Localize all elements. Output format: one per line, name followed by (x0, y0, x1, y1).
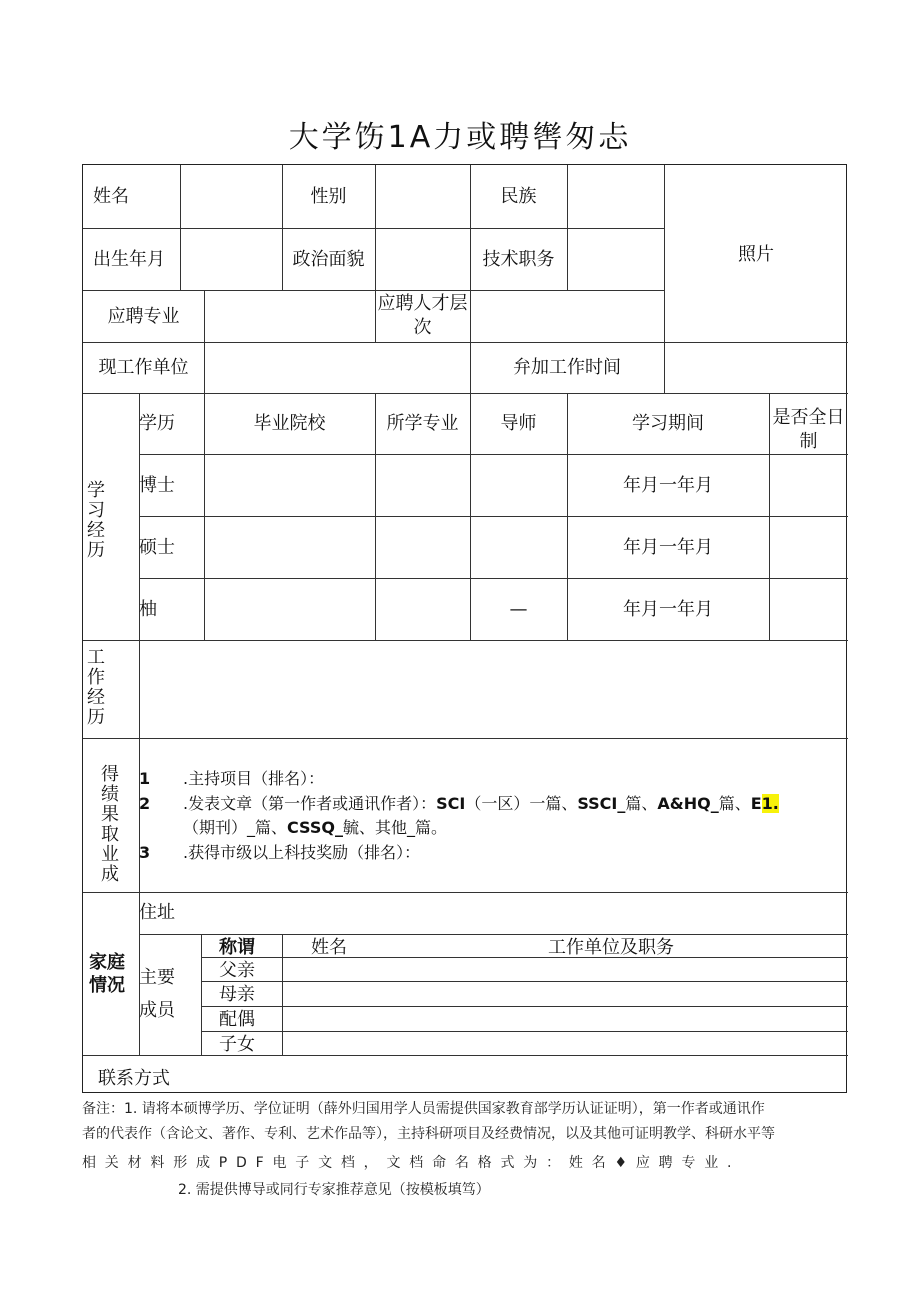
gender-label: 性别 (310, 186, 347, 207)
name-label: 姓名 (93, 186, 129, 207)
achievement-item-awards: 3 .获得市级以上科技奖励（排名）： (139, 841, 420, 865)
family-header-relation: 称谓 (219, 937, 255, 958)
talent-level-label-line2: 次 (413, 317, 432, 338)
birth-date-label: 出生年月 (93, 249, 165, 270)
achievements-section-label: 得绩果取业成 (101, 764, 119, 885)
family-relation-spouse: 配偶 (219, 1009, 255, 1030)
edu-row-master-degree: 硕士 (139, 537, 175, 558)
family-relation-children: 子女 (219, 1034, 255, 1055)
work-start-time-label: 弁加工作时间 (513, 357, 621, 378)
technical-title-label: 技术职务 (482, 249, 555, 270)
edu-row-master-period: 年月一年月 (623, 537, 713, 558)
note-line-2: 者的代表作（含论文、著作、专利、艺术作品等），主持科研项目及经费情况，以及其他可证明教学、科研水平等 (82, 1126, 775, 1142)
family-section-label-line1: 家庭 (89, 952, 125, 973)
family-relation-mother: 母亲 (219, 984, 255, 1005)
edu-header-major: 所学专业 (386, 413, 459, 434)
note-line-4: 2. 需提供博导或同行专家推荐意见（按模板填笃） (178, 1182, 490, 1198)
note-line-3: 相关材料形成PDF电子文档，文档命名格式为：姓名♦应聘专业. (82, 1155, 741, 1171)
edu-row-bachelor-degree: 柚 (139, 599, 157, 620)
family-members-label-line1: 主要 (139, 967, 175, 988)
talent-level-label-line1: 应聘人才层 (377, 293, 468, 314)
achievement-item-number: 3 (139, 843, 151, 862)
photo-placeholder: 照片 (738, 244, 774, 265)
current-employer-label: 现工作单位 (98, 357, 189, 378)
education-section-label: 学习经历 (87, 480, 105, 561)
applied-major-label: 应聘专业 (107, 306, 180, 327)
achievement-item-publications: 2 .发表文章（第一作者或通讯作者）：SCI（一区）一篇、SSCI_篇、A&HQ_篇、E1. (139, 792, 779, 816)
edu-row-doctorate-degree: 博士 (139, 475, 175, 496)
edu-header-fulltime-line1: 是否全日 (772, 407, 845, 428)
family-members-label-line2: 成员 (139, 1000, 175, 1021)
edu-header-school: 毕业院校 (253, 413, 326, 434)
work-experience-section-label: 工作经历 (87, 647, 105, 728)
family-section-label-line2: 情况 (89, 975, 125, 996)
note-line-1: 备注：1. 请将本硕博学历、学位证明（薛外归国用学人员需提供国家教育部学历认证证明），第一作者或通讯作 (82, 1101, 765, 1117)
ethnicity-label: 民族 (500, 186, 537, 207)
contact-label: 联系方式 (98, 1068, 170, 1089)
family-address-label: 住址 (139, 902, 175, 923)
edu-row-bachelor-period: 年月一年月 (623, 599, 713, 620)
achievement-item-number: 2 (139, 794, 151, 813)
edu-header-degree: 学历 (139, 413, 175, 434)
achievement-item-number: 1 (139, 769, 151, 788)
form-title: 大学饬1A力或聘辔匆忐 (288, 120, 632, 155)
edu-header-advisor: 导师 (500, 413, 537, 434)
achievement-item-publications-line2: （期刊）_篇、CSSQ_毓、其他_篇。 (183, 818, 447, 837)
family-header-name: 姓名 (311, 937, 347, 958)
edu-header-period: 学习期间 (632, 413, 704, 434)
achievement-item-projects: 1 .主持项目（排名）： (139, 767, 324, 791)
edu-row-bachelor-advisor: — (509, 599, 528, 620)
edu-row-doctorate-period: 年月一年月 (623, 475, 713, 496)
family-header-work: 工作单位及职务 (548, 937, 674, 958)
highlighted-text: 1. (761, 794, 779, 813)
application-form-table (82, 164, 847, 1093)
family-relation-father: 父亲 (219, 960, 255, 981)
edu-header-fulltime-line2: 制 (799, 431, 818, 452)
political-status-label: 政治面貌 (292, 249, 365, 270)
